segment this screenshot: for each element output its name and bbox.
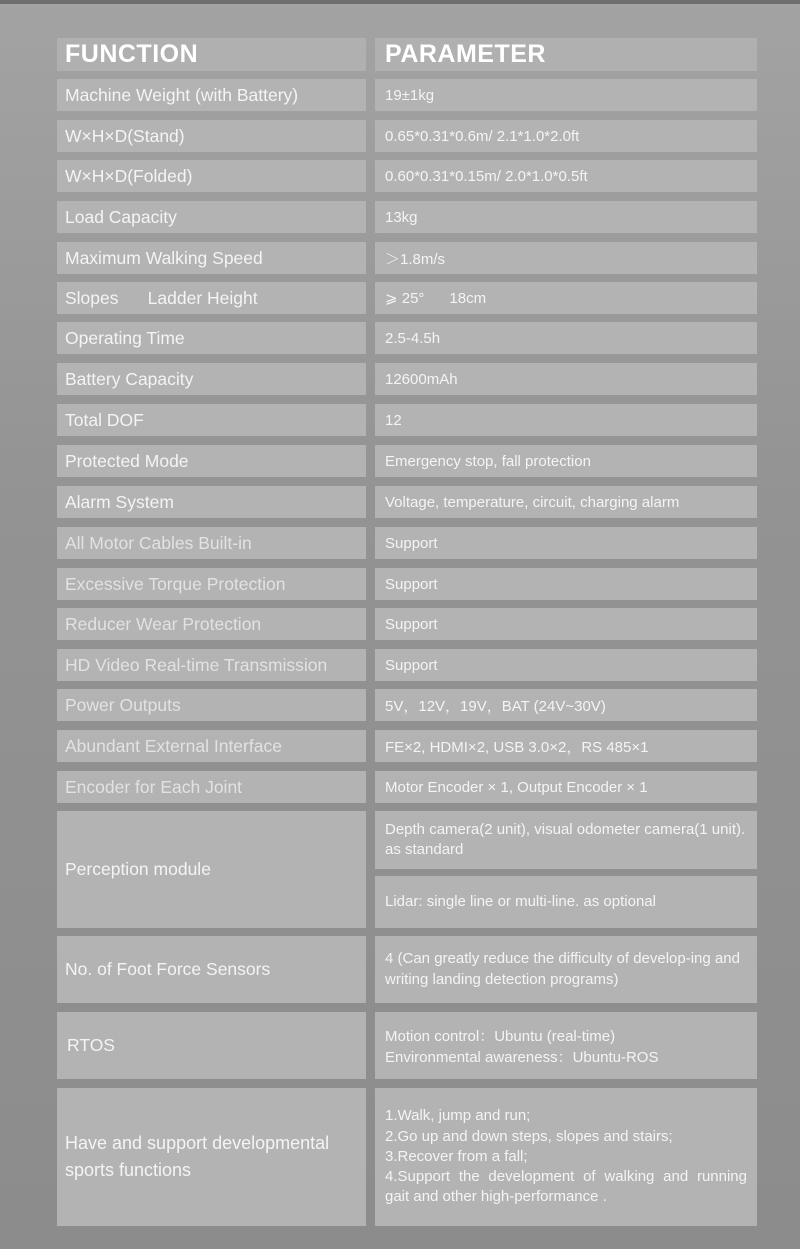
function-cell: All Motor Cables Built-in: [57, 527, 366, 559]
function-cell: Maximum Walking Speed: [57, 242, 366, 274]
sports-item: 4.Support the development of walking and running gait and other high-performance .: [385, 1168, 747, 1206]
function-cell: Total DOF: [57, 404, 366, 436]
function-cell: Alarm System: [57, 486, 366, 518]
perception-optional: Lidar: single line or multi-line. as optional: [375, 876, 757, 928]
parameter-cell: Motor Encoder × 1, Output Encoder × 1: [375, 771, 757, 803]
function-cell: HD Video Real-time Transmission: [57, 649, 366, 681]
sports-parameter: [375, 1088, 757, 1226]
sports-item: 2.Go up and down steps, slopes and stairs;: [385, 1127, 673, 1145]
parameter-cell: Support: [375, 608, 757, 640]
function-cell: Protected Mode: [57, 445, 366, 477]
sports-function: Have and support developmental sports functions: [57, 1088, 366, 1226]
top-border: [0, 0, 800, 4]
header-function: FUNCTION: [57, 38, 366, 71]
parameter-cell: 5V，12V，19V，BAT (24V~30V): [375, 689, 757, 721]
foot-force-parameter: 4 (Can greatly reduce the difficulty of develop-ing and writing landing detection programs): [375, 936, 757, 1003]
rtos-function: RTOS: [57, 1012, 366, 1079]
parameter-cell: 0.60*0.31*0.15m/ 2.0*1.0*0.5ft: [375, 160, 757, 192]
parameter-cell: ⩾ 25° 18cm: [375, 282, 757, 314]
parameter-cell: 19±1kg: [375, 79, 757, 111]
function-cell: Slopes Ladder Height: [57, 282, 366, 314]
parameter-cell: 13kg: [375, 201, 757, 233]
header-parameter: PARAMETER: [375, 38, 757, 71]
foot-force-function: No. of Foot Force Sensors: [57, 936, 366, 1003]
function-cell: W×H×D(Stand): [57, 120, 366, 152]
parameter-cell: 2.5-4.5h: [375, 322, 757, 354]
parameter-cell: Support: [375, 568, 757, 600]
perception-function: Perception module: [57, 811, 366, 928]
function-cell: Power Outputs: [57, 689, 366, 721]
function-cell: Excessive Torque Protection: [57, 568, 366, 600]
parameter-cell: ＞1.8m/s: [375, 242, 757, 274]
function-cell: Battery Capacity: [57, 363, 366, 395]
parameter-cell: FE×2, HDMI×2, USB 3.0×2，RS 485×1: [375, 730, 757, 762]
function-cell: Reducer Wear Protection: [57, 608, 366, 640]
perception-standard: Depth camera(2 unit), visual odometer camera(1 unit). as standard: [375, 811, 757, 869]
function-cell: W×H×D(Folded): [57, 160, 366, 192]
parameter-cell: Support: [375, 527, 757, 559]
sports-item: 3.Recover from a fall;: [385, 1147, 528, 1165]
function-cell: Load Capacity: [57, 201, 366, 233]
parameter-cell: 0.65*0.31*0.6m/ 2.1*1.0*2.0ft: [375, 120, 757, 152]
rtos-line-1: Motion control：Ubuntu (real-time): [385, 1027, 616, 1045]
function-cell: Encoder for Each Joint: [57, 771, 366, 803]
parameter-cell: Emergency stop, fall protection: [375, 445, 757, 477]
rtos-parameter: [375, 1012, 757, 1079]
rtos-line-2: Environmental awareness：Ubuntu-ROS: [385, 1048, 659, 1066]
function-cell: Operating Time: [57, 322, 366, 354]
function-cell: Abundant External Interface: [57, 730, 366, 762]
parameter-cell: Voltage, temperature, circuit, charging alarm: [375, 486, 757, 518]
sports-item: 1.Walk, jump and run;: [385, 1107, 531, 1125]
parameter-cell: Support: [375, 649, 757, 681]
parameter-cell: 12600mAh: [375, 363, 757, 395]
parameter-cell: 12: [375, 404, 757, 436]
function-cell: Machine Weight (with Battery): [57, 79, 366, 111]
